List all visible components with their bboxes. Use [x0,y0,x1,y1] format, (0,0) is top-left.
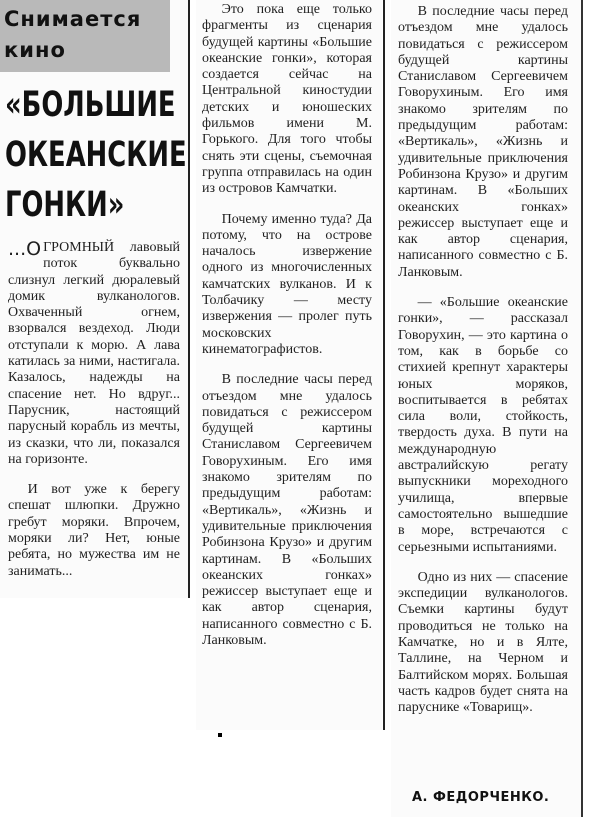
headline-line: «БОЛЬШИЕ [5,85,176,125]
author-signature: А. ФЕДОРЧЕНКО. [412,790,550,805]
paragraph [8,240,180,468]
headline-line: ОКЕАНСКИЕ [5,135,187,175]
headline-line: ГОНКИ» [5,185,125,225]
paragraph: Одно из них — спасение экспедиции вулканологов. Съемки картины будут проводиться не только на Камчатке, но и в Ялте, Таллине, на Черном и Балтийском морях. Большая часть кадров будет снята на паруснике «Товарищ». [398,569,568,716]
rubric-label [0,0,170,72]
rubric-line: Снимается [4,7,142,31]
paragraph: Это пока еще только фрагменты из сценария будущей картины «Большие океанские гонки», которая создается сейчас на Центральной киностудии детских и юношеских фильмов имени М. Горького. Для того чтобы снять эти сцены, съемочная группа отправилась на один из островов Камчатки. [202,2,372,197]
lead-initial: ...О [8,238,42,260]
column-rule [188,0,190,598]
print-speck [218,733,222,737]
column-rule [383,0,385,730]
column-3-text [398,4,568,716]
paragraph: В последние часы перед отъездом мне удалось повидаться с режиссером будущей картины Станиславом Сергеевичем Говорухиным. Его имя знакомо зрителям по предыдущим работам: «Вертикаль», «Жизнь и удивительные приключения Робинзона Крузо» и другим картинам. В «Больших океанских гонках» режиссер выступает еще и как автор сценария, написанного совместно с Б. Ланковым. [202,372,372,648]
column-1-text [8,240,180,580]
paragraph: В последние часы перед отъездом мне удалось повидаться с режиссером будущей картины Станиславом Сергеевичем Говорухиным. Его имя знакомо зрителям по предыдущим работам: «Вертикаль», «Жизнь и удивительные приключения Робинзона Крузо» и другим картинам. В «Больших океанских гонках» режиссер выступает еще и как автор сценария, написанного совместно с Б. Ланковым. [398,4,568,280]
paragraph: — «Большие океанские гонки», — рассказал Говорухин, — это картина о том, как в борьбе со стихией крепнут характеры юных моряков, воспитывается в ребятах сила воли, стойкость, твердость духа. В пути на международную австралийскую регату выпускники мореходного училища, впервые самостоятельно вышедшие в море, встречаются с серьезными испытаниями. [398,295,568,555]
rubric-line: кино [4,38,66,62]
article-headline [5,80,187,230]
column-2-text [202,2,372,649]
paragraph: И вот уже к берегу спешат шлюпки. Дружно гребут моряки. Впрочем, моряки ли? Нет, юные ребята, но мужества им не занимать... [8,482,180,579]
paragraph-text: ГРОМНЫЙ лавовый поток буквально слизнул легкий дюралевый домик вулканологов. Охваченный огнем, взорвался вездеход. Люди отступали к морю. А лава катилась за ними, настигала. Казалось, надежды на спасение нет. Но вдруг... Парусник, настоящий парусный корабль из мечты, из сказки, что ли, показался на горизонте. [8,240,180,467]
paragraph: Почему именно туда? Да потому, что на острове началось извержение одного из многочисленных камчатских вулканов. И к Толбачику — месту извержения — пролег путь московских кинематографистов. [202,211,372,357]
column-rule [581,0,583,817]
